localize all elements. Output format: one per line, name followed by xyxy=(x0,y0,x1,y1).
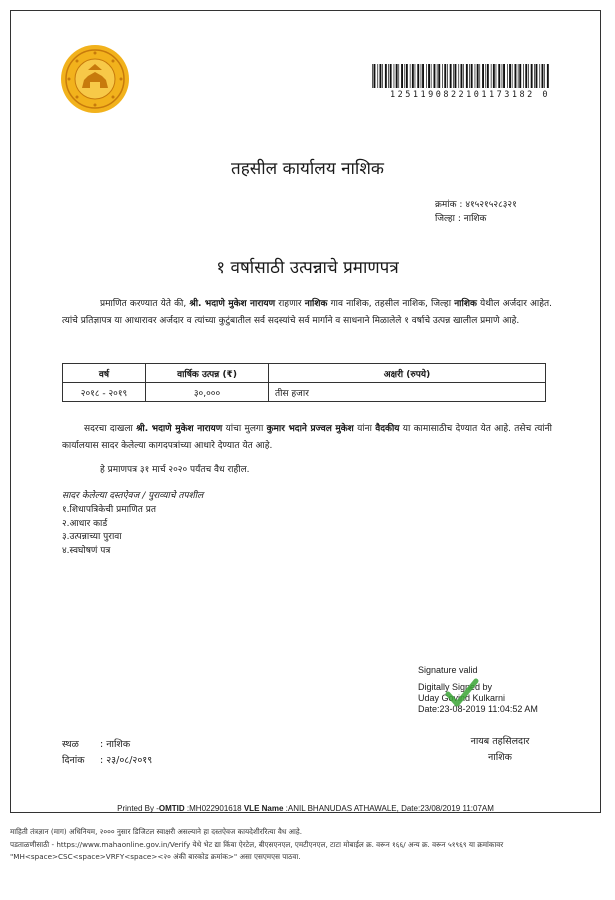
signature-status: Signature valid xyxy=(418,665,478,675)
list-item: ३.उत्पन्नाच्या पुरावा xyxy=(62,532,122,542)
purpose-paragraph xyxy=(62,421,552,455)
list-item: २.आधार कार्ड xyxy=(62,518,108,529)
omtid-label: OMTID xyxy=(158,804,185,813)
certificate-title: १ वर्षासाठी उत्पन्नाचे प्रमाणपत्र xyxy=(216,258,399,278)
footer-line-2: पडताळणीसाठी - https://www.mahaonline.gov.in/Verify येथे भेट द्या किंवा ऐरटेल, बीएसएनएल, एमटीएनएल, टाटा मोबाईल क्र. वरून १६६/ अन्य क्र. वरून ५१९६९ या क्रमांकावर xyxy=(10,839,504,849)
barcode-number: 1251190822101173182 0 xyxy=(390,90,550,100)
officer-title: नायब तहसिलदार xyxy=(470,736,530,747)
verification-footer xyxy=(10,826,605,864)
office-name: तहसील कार्यालय नाशिक xyxy=(231,159,384,179)
list-item: ४.स्वघोषणं पत्र xyxy=(62,545,111,556)
barcode xyxy=(372,64,550,88)
cell-words: तीस हजार xyxy=(269,383,546,402)
para1-text-d: येथील अर्जदार आहेत. त्यांचे प्रतिज्ञापत्र या आधारावर अर्जदार व त्यांच्या कुटुंबातील सर्व सदस्यांचे सर्व मार्गाने व साधनाने मिळालेले १ वर्षाचे उत्पन्न खालील प्रमाणे आहे. xyxy=(62,299,553,326)
header-income: वार्षिक उत्पन्न (₹) xyxy=(146,364,269,383)
printed-by-label: Printed By - xyxy=(117,804,159,813)
signer-name: Uday Govind Kulkarni xyxy=(418,693,506,703)
documents-list xyxy=(62,504,156,558)
officer-block xyxy=(440,734,560,766)
place-value: नाशिक xyxy=(106,739,131,750)
documents-title: सादर केलेल्या दस्तऐवज / पुराव्याचे तपशील xyxy=(62,491,204,501)
district-value: नाशिक xyxy=(463,214,487,224)
child-name: कुमार भदाने प्रज्वल मुकेश xyxy=(266,424,354,434)
signature-date: Date:23-08-2019 11:04:52 AM xyxy=(418,704,538,714)
maharashtra-seal-icon xyxy=(60,44,130,114)
parent-name: श्री. भदाणे मुकेश नारायण xyxy=(136,424,223,434)
para1-text-a: प्रमाणित करण्यात येते की, xyxy=(100,299,190,309)
para1-text-c: गाव नाशिक, तहसील नाशिक, जिल्हा xyxy=(327,299,455,309)
cell-year: २०१८ - २०१९ xyxy=(63,383,146,402)
footer-line-3: "MH<space>CSC<space>VRFY<space><२० अंकी बारकोड क्रमांक>" असा एसएमएस पाठवा. xyxy=(10,852,301,861)
omtid-value: :MH022901618 xyxy=(184,804,244,813)
table-header-row xyxy=(63,364,546,383)
validity-statement: हे प्रमाणपत्र ३१ मार्च २०२० पर्यंतच वैध राहील. xyxy=(100,465,250,475)
residence: नाशिक xyxy=(304,299,328,309)
date-value: २३/०८/२०१९ xyxy=(106,755,153,766)
para1-text-b: राहणार xyxy=(275,299,305,309)
para2-text-b: यांचा मुलगा xyxy=(222,424,267,434)
ref-number-value: ४१५२१५२८३२१ xyxy=(465,200,517,210)
vle-value: :ANIL BHANUDAS ATHAWALE, Date:23/08/2019 11:07AM xyxy=(283,804,494,813)
place-date-block: स्थळ : नाशिक दिनांक : २३/०८/२०१९ xyxy=(62,737,152,769)
officer-location: नाशिक xyxy=(488,752,512,763)
header-year: वर्ष xyxy=(63,364,146,383)
district-label: जिल्हा xyxy=(435,214,455,224)
income-table xyxy=(62,363,546,402)
para2-text-a: सदरचा दाखला xyxy=(84,424,137,434)
list-item: १.शिधापत्रिकेची प्रमाणित प्रत xyxy=(62,505,157,515)
date-label: दिनांक xyxy=(62,755,85,766)
footer-line-1: माहिती तंत्रज्ञान (माग) अधिनियम, २००० नुसार डिजिटल स्वाक्षरी असल्याने हा दस्तऐवज कायदेशीररित्या वैध आहे. xyxy=(10,827,302,836)
para1-district: नाशिक xyxy=(454,299,477,309)
signature-line1: Digitally Signed by xyxy=(418,682,493,692)
purpose: वैदकीय xyxy=(375,424,400,434)
checkmark-icon xyxy=(444,676,480,712)
cell-income: ३०,००० xyxy=(146,383,269,402)
place-label: स्थळ xyxy=(62,739,79,750)
certification-paragraph xyxy=(62,296,552,330)
reference-block: क्रमांक : ४१५२१५२८३२१ जिल्हा : नाशिक xyxy=(435,200,517,224)
vle-label: VLE Name xyxy=(243,804,284,813)
header-words: अक्षरी (रुपये) xyxy=(269,364,546,383)
para2-text-c: यांना xyxy=(353,424,376,434)
printed-by-line xyxy=(10,804,601,813)
ref-number-label: क्रमांक xyxy=(435,200,457,210)
table-row xyxy=(63,383,546,402)
para2-text-d: या कामासाठीच देण्यात येत आहे. तसेच त्यांनी कार्यालयास सादर केलेल्या कागदपत्रांच्या आधारे देण्यात येत आहे. xyxy=(62,424,552,451)
applicant-name: श्री. भदाणे मुकेश नारायण xyxy=(189,299,276,309)
